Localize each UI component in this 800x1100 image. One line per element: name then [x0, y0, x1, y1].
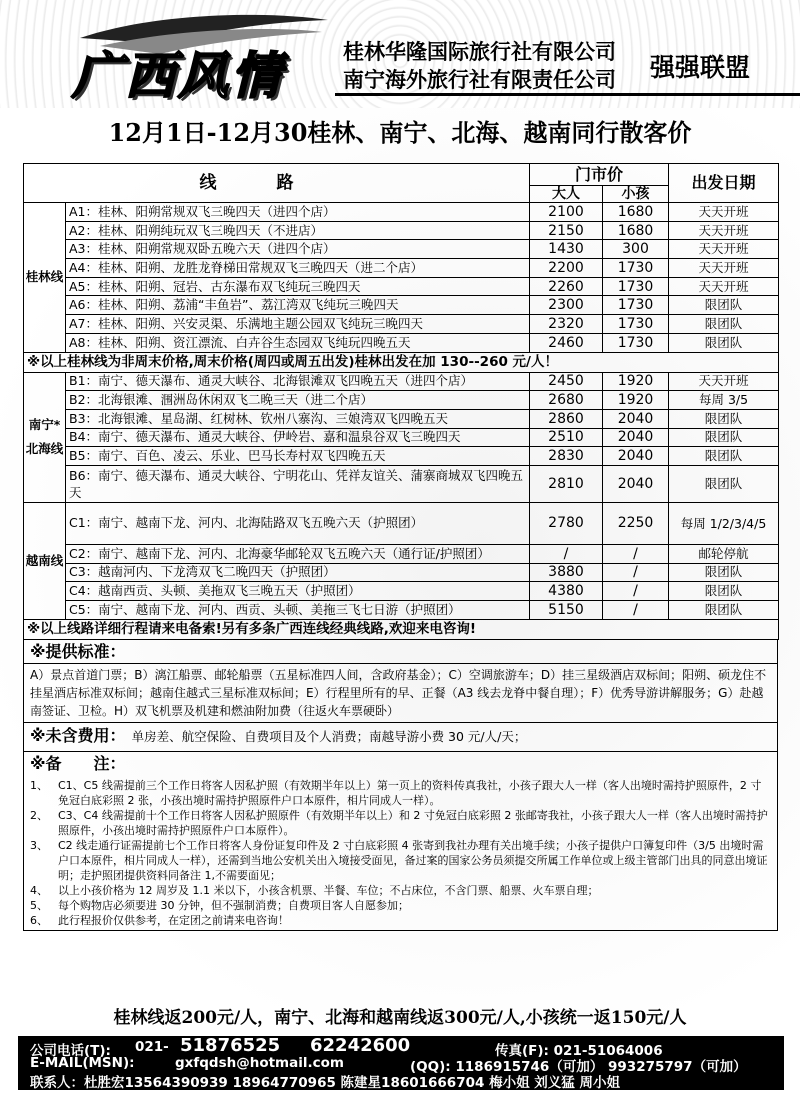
table-row — [24, 372, 779, 391]
page-title: 12月1日-12月30桂林、南宁、北海、越南同行散客价 — [108, 118, 692, 147]
route-cell: B2：北海银滩、涠洲岛休闲双飞二晚三天（进二个店） — [66, 391, 530, 410]
adult-price-cell: 2300 — [530, 296, 603, 315]
adult-price-cell: 2830 — [530, 447, 603, 466]
email-address[interactable]: gxfqdsh@hotmail.com — [175, 1054, 344, 1071]
header-departure-date: 出发日期 — [669, 164, 779, 203]
remark-number: 2、 — [30, 809, 48, 822]
departure-date-cell: 限团队 — [669, 315, 779, 334]
remark-number: 4、 — [30, 884, 48, 897]
remark-number: 6、 — [30, 914, 48, 927]
rebate-banner: 桂林线返200元/人，南宁、北海和越南线返300元/人,小孩统一返150元/人 — [113, 1008, 687, 1028]
remark-text: 此行程报价仅供参考，在定团之前请来电咨询！ — [58, 914, 289, 927]
header-door-price: 门市价 — [530, 164, 669, 186]
departure-date-cell: 天天开班 — [669, 203, 779, 222]
route-cell: B1：南宁、德天瀑布、通灵大峡谷、北海银滩双飞四晚五天（进四个店） — [66, 372, 530, 391]
route-cell: C4：越南西贡、头顿、美拖双飞三晚五天（护照团） — [66, 582, 530, 601]
guilin-weekend-note: ※以上桂林线为非周末价格,周末价格(周四或周五出发)桂林出发在加 130--260 元/人！ — [24, 352, 779, 372]
departure-date-cell: 每周 3/5 — [669, 391, 779, 410]
route-cell: A8：桂林、阳朔、资江漂流、白卉谷生态园双飞纯玩四晚五天 — [66, 333, 530, 352]
table-row — [24, 502, 779, 544]
route-cell: C2：南宁、越南下龙、河内、北海豪华邮轮双飞五晚六天（通行证/护照团） — [66, 544, 530, 563]
logo — [60, 10, 330, 105]
remark-text: 以上小孩价格为 12 周岁及 1.1 米以下，小孩含机票、半餐、车位；不占床位，不含门票、船票、火车票自理； — [58, 884, 599, 897]
table-row — [24, 315, 779, 334]
remarks-title: ※备 注： — [30, 754, 126, 773]
route-cell: B5：南宁、百色、凌云、乐业、巴马长寿村双飞四晚五天 — [66, 447, 530, 466]
list-item — [30, 778, 771, 808]
company-name-2: 南宁海外旅行社有限责任公司 — [343, 68, 616, 92]
route-inquiry-note: ※以上线路详细行程请来电备索!另有多条广西连线经典线路,欢迎来电咨询! — [24, 619, 779, 639]
child-price-cell: / — [603, 544, 669, 563]
remark-text: 每个购物店必须要进 30 分钟，但不强制消费；自费项目客人自愿参加； — [58, 899, 409, 912]
child-price-cell: 1920 — [603, 391, 669, 410]
child-price-cell: 2040 — [603, 409, 669, 428]
standards-section — [23, 640, 778, 723]
table-row — [24, 563, 779, 582]
table-row — [24, 447, 779, 466]
phone-label: 公司电话(T): — [30, 1043, 111, 1059]
guilin-rows — [24, 203, 779, 353]
adult-price-cell: 2860 — [530, 409, 603, 428]
excluded-title: ※未含费用： — [30, 726, 126, 745]
child-price-cell: / — [603, 582, 669, 601]
remark-number: 1、 — [30, 779, 48, 792]
vietnam-rows — [24, 502, 779, 619]
child-price-cell: 1680 — [603, 203, 669, 222]
departure-date-cell: 天天开班 — [669, 277, 779, 296]
header-divider — [335, 93, 800, 96]
table-row — [24, 240, 779, 259]
route-cell: C3：越南河内、下龙湾双飞二晚四天（护照团） — [66, 563, 530, 582]
departure-date-cell: 天天开班 — [669, 372, 779, 391]
departure-date-cell: 限团队 — [669, 428, 779, 447]
departure-date-cell: 限团队 — [669, 601, 779, 620]
route-cell: A6：桂林、阳朔、荔浦“丰鱼岩”、荔江湾双飞纯玩三晚四天 — [66, 296, 530, 315]
departure-date-cell: 限团队 — [669, 563, 779, 582]
route-cell: A7：桂林、阳朔、兴安灵渠、乐满地主题公园双飞纯玩三晚四天 — [66, 315, 530, 334]
child-price-cell: 1920 — [603, 372, 669, 391]
departure-date-cell: 限团队 — [669, 333, 779, 352]
adult-price-cell: 2680 — [530, 391, 603, 410]
child-price-cell: 1680 — [603, 221, 669, 240]
adult-price-cell: 5150 — [530, 601, 603, 620]
group-label-guilin: 桂林线 — [24, 203, 66, 353]
departure-date-cell: 天天开班 — [669, 240, 779, 259]
child-price-cell: 2040 — [603, 465, 669, 502]
table-row — [24, 409, 779, 428]
list-item — [30, 883, 771, 898]
header-adult: 大人 — [530, 186, 603, 203]
route-cell: C5：南宁、越南下龙、河内、西贡、头顿、美拖三飞七日游（护照团） — [66, 601, 530, 620]
logo-text: 广西风情 — [72, 46, 284, 105]
table-row — [24, 296, 779, 315]
departure-date-cell: 限团队 — [669, 447, 779, 466]
header-child: 小孩 — [603, 186, 669, 203]
child-price-cell: 2040 — [603, 447, 669, 466]
child-price-cell: 1730 — [603, 296, 669, 315]
child-price-cell: 1730 — [603, 277, 669, 296]
route-price-table — [23, 163, 779, 640]
child-price-cell: 300 — [603, 240, 669, 259]
phone-prefix: 021- — [135, 1039, 169, 1055]
child-price-cell: 2250 — [603, 502, 669, 544]
remark-number: 5、 — [30, 899, 48, 912]
departure-date-cell: 限团队 — [669, 465, 779, 502]
departure-date-cell: 每周 1/2/3/4/5 — [669, 502, 779, 544]
departure-date-cell: 天天开班 — [669, 259, 779, 278]
header — [0, 0, 800, 108]
remark-number: 3、 — [30, 839, 48, 852]
table-row — [24, 391, 779, 410]
adult-price-cell: 2780 — [530, 502, 603, 544]
departure-date-cell: 天天开班 — [669, 221, 779, 240]
route-cell: C1：南宁、越南下龙、河内、北海陆路双飞五晚六天（护照团） — [66, 502, 530, 544]
phone-number-2[interactable]: 62242600 — [310, 1035, 411, 1056]
table-row — [24, 582, 779, 601]
standards-title: ※提供标准： — [24, 640, 777, 664]
departure-date-cell: 限团队 — [669, 582, 779, 601]
departure-date-cell: 邮轮停航 — [669, 544, 779, 563]
table-row — [24, 203, 779, 222]
table-row — [24, 465, 779, 502]
route-cell: A5：桂林、阳朔、冠岩、古东瀑布双飞纯玩三晚四天 — [66, 277, 530, 296]
contact-footer — [18, 1036, 784, 1090]
qq-numbers: (QQ): 1186915746（可加） 993275797（可加） — [410, 1058, 747, 1075]
excluded-text: 单房差、航空保险、自费项目及个人消费；南越导游小费 30 元/人/天； — [131, 729, 527, 744]
child-price-cell: / — [603, 563, 669, 582]
phone-number-1[interactable]: 51876525 — [180, 1035, 281, 1056]
child-price-cell: 1730 — [603, 315, 669, 334]
standards-text: A）景点首道门票；B）漓江船票、邮轮船票（五星标准四人间，含政府基金）；C）空调旅游车；D）挂三星级酒店双标间；阳朔、硕龙住不挂星酒店标准双标间；越南住越式三星标准双标间；E）行程里所有的早、正餐（A3 线去龙脊中餐自理）；F）优秀导游讲解服务；G）赴越南签证、卫检。H）双飞机票及机建和燃油附加费（往返火车票硬卧） — [30, 668, 767, 718]
contact-persons: 联系人：杜胜宏13564390939 18964770965 陈建星18601666704 梅小姐 刘义猛 周小姐 — [30, 1075, 620, 1091]
departure-date-cell: 限团队 — [669, 409, 779, 428]
adult-price-cell: 1430 — [530, 240, 603, 259]
adult-price-cell: 3880 — [530, 563, 603, 582]
email-label: E-MAIL(MSN): — [30, 1054, 135, 1071]
table-row — [24, 428, 779, 447]
child-price-cell: / — [603, 601, 669, 620]
remarks-section — [23, 752, 778, 931]
list-item — [30, 808, 771, 838]
nanning-beihai-rows — [24, 372, 779, 502]
list-item — [30, 913, 771, 928]
route-cell: A1：桂林、阳朔常规双飞三晚四天（进四个店） — [66, 203, 530, 222]
route-cell: A2：桂林、阳朔纯玩双飞三晚四天（不进店） — [66, 221, 530, 240]
fax-number: 传真(F): 021-51064006 — [495, 1043, 663, 1059]
header-route: 线路 — [24, 164, 530, 203]
child-price-cell: 1730 — [603, 259, 669, 278]
adult-price-cell: 2810 — [530, 465, 603, 502]
excluded-section — [23, 723, 778, 752]
route-cell: A3：桂林、阳朔常规双卧五晚六天（进四个店） — [66, 240, 530, 259]
remark-text: C2 线走通行证需提前七个工作日将客人身份证复印件及 2 寸白底彩照 4 张寄到我社办理有关出境手续；小孩子提供户口簿复印件（3/5 出境时需户口本原件，相片同成人一样），还需到当地公安机关出入境接受面见，备过案的国家公务员须提交所属工作单位或上级主管部门出具的同意出境证明；走护照团提供资料同备注 1,不需要面见； — [58, 839, 768, 882]
route-cell: B4：南宁、德天瀑布、通灵大峡谷、伊岭岩、嘉和温泉谷双飞三晚四天 — [66, 428, 530, 447]
group-label-vietnam: 越南线 — [24, 502, 66, 619]
adult-price-cell: 2100 — [530, 203, 603, 222]
adult-price-cell: 2260 — [530, 277, 603, 296]
company-name-1: 桂林华隆国际旅行社有限公司 — [343, 40, 616, 64]
adult-price-cell: 2460 — [530, 333, 603, 352]
adult-price-cell: 2150 — [530, 221, 603, 240]
remark-text: C3、C4 线需提前十个工作日将客人因私护照原件（有效期半年以上）和 2 寸免冠白底彩照 2 张邮寄我社，小孩子跟大人一样（客人出境时需持护照原件，小孩出境时需持护照原件户口本原件）。 — [58, 809, 768, 837]
table-row — [24, 333, 779, 352]
table-row — [24, 221, 779, 240]
route-cell: B3：北海银滩、星岛湖、红树林、钦州八寨沟、三娘湾双飞四晚五天 — [66, 409, 530, 428]
list-item — [30, 898, 771, 913]
table-row — [24, 544, 779, 563]
adult-price-cell: 2200 — [530, 259, 603, 278]
route-cell: A4：桂林、阳朔、龙胜龙脊梯田常规双飞三晚四天（进二个店） — [66, 259, 530, 278]
group-label-nanning-beihai: 南宁*北海线 — [24, 372, 66, 502]
child-price-cell: 1730 — [603, 333, 669, 352]
route-cell: B6：南宁、德天瀑布、通灵大峡谷、宁明花山、凭祥友谊关、蒲寨商城双飞四晚五天 — [66, 465, 530, 502]
table-row — [24, 277, 779, 296]
list-item — [30, 838, 771, 883]
adult-price-cell: 2510 — [530, 428, 603, 447]
departure-date-cell: 限团队 — [669, 296, 779, 315]
table-row — [24, 259, 779, 278]
adult-price-cell: 4380 — [530, 582, 603, 601]
remark-text: C1、C5 线需提前三个工作日将客人因私护照（有效期半年以上）第一页上的资料传真我社，小孩子跟大人一样（客人出境时需持护照原件，2 寸免冠白底彩照 2 张，小孩出境时需持护照原件户口本原件，相片同成人一样）。 — [58, 779, 762, 807]
child-price-cell: 2040 — [603, 428, 669, 447]
table-row — [24, 601, 779, 620]
adult-price-cell: / — [530, 544, 603, 563]
alliance-label: 强强联盟 — [650, 53, 751, 82]
adult-price-cell: 2450 — [530, 372, 603, 391]
remarks-list — [24, 776, 777, 930]
adult-price-cell: 2320 — [530, 315, 603, 334]
